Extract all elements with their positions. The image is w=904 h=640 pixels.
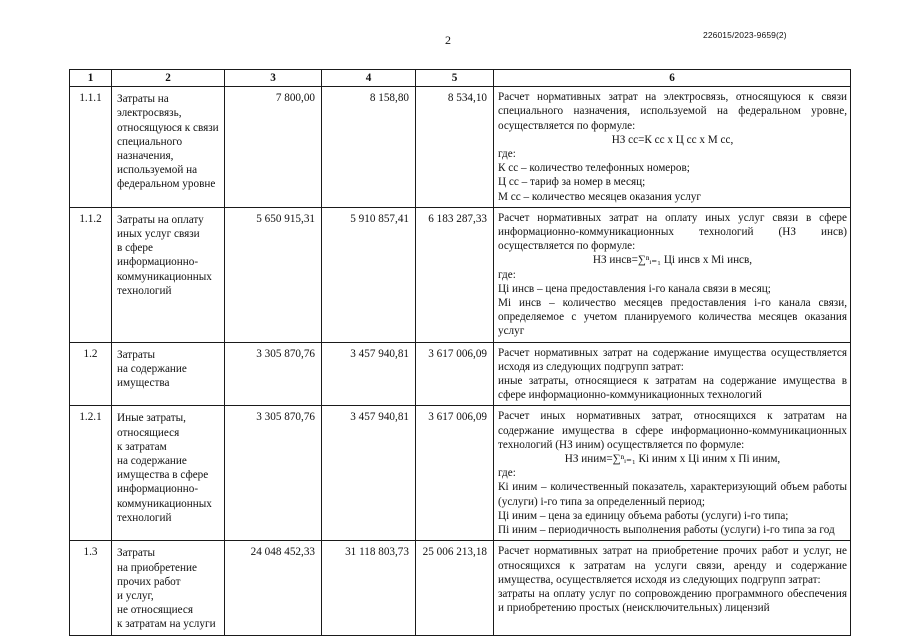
calculation-description: Расчет нормативных затрат на приобретение прочих работ и услуг, не относящихся к затратам на услуги связи, аренду и содержание имущества, осуществляется исходя из следующих подгрупп затрат: затраты на оплату услуг по сопровождению программного обеспечения и приобретению простых (неисключительных) лицензий [494, 541, 851, 635]
table-header-row [70, 70, 851, 87]
row-name: Затраты на электросвязь, относящуюся к связи специального назначения, используемой на федеральном уровне [112, 87, 225, 208]
table-row [70, 406, 851, 541]
formula: НЗ инсв=∑ⁿᵢ₌₁ Цi инсв х Мi инсв, [592, 254, 753, 267]
row-code: 1.2.1 [70, 406, 112, 541]
value-year-1: 3 305 870,76 [225, 342, 322, 406]
table-row [70, 87, 851, 208]
description-intro: Расчет нормативных затрат на содержание имущества осуществляется исходя из следующих подгрупп затрат: [498, 346, 847, 373]
calculation-description: Расчет нормативных затрат на электросвязь, относящуюся к связи специального назначения, используемой на федеральном уровне, осуществляется по формуле: НЗ сс=К сс х Ц сс х М сс, где: К сс – количество телефонных номеров; Ц сс – тариф за номер в месяц; М сс – количество месяцев оказания услуг [494, 87, 851, 208]
row-code: 1.1.1 [70, 87, 112, 208]
column-header: 4 [322, 70, 416, 87]
formula: НЗ иним=∑ⁿᵢ₌₁ Кi иним х Цi иним х Пi иним, [564, 453, 781, 466]
row-name: Затраты на приобретение прочих работ и услуг, не относящиеся к затратам на услуги [112, 541, 225, 635]
row-code: 1.1.2 [70, 207, 112, 342]
formula: НЗ сс=К сс х Ц сс х М сс, [611, 133, 734, 146]
page-number: 2 [445, 33, 451, 47]
calculation-description: Расчет нормативных затрат на содержание имущества осуществляется исходя из следующих подгрупп затрат: иные затраты, относящиеся к затратам на содержание имущества в сфере информационно-коммуникационных технологий [494, 342, 851, 406]
row-name: Затраты на содержание имущества [112, 342, 225, 406]
row-name: Иные затраты, относящиеся к затратам на содержание имущества в сфере информационно- коммуникационных технологий [112, 406, 225, 541]
table-row [70, 541, 851, 635]
description-intro: Расчет нормативных затрат на оплату иных услуг связи в сфере информационно-коммуникационных технологий (НЗ инсв) осуществляется по формуле: [498, 211, 847, 253]
table-row [70, 342, 851, 406]
value-year-1: 7 800,00 [225, 87, 322, 208]
calculation-description: Расчет иных нормативных затрат, относящихся к затратам на содержание имущества в сфере информационно-коммуникационных технологий (НЗ иним) осуществляется по формуле: НЗ иним=∑ⁿᵢ₌₁ Кi иним х Цi иним х Пi иним, где: Кi иним – количественный показатель, характеризующий объем работы (услуги) i-го типа за определенный период; Цi иним – цена за единицу объема работы (услуги) i-го типа; Пi иним – периодичность выполнения работы (услуги) i-го типа за год [494, 406, 851, 541]
column-header: 5 [416, 70, 494, 87]
value-year-2: 31 118 803,73 [322, 541, 416, 635]
row-code: 1.3 [70, 541, 112, 635]
value-year-1: 3 305 870,76 [225, 406, 322, 541]
value-year-1: 5 650 915,31 [225, 207, 322, 342]
value-year-3: 25 006 213,18 [416, 541, 494, 635]
row-code: 1.2 [70, 342, 112, 406]
value-year-3: 8 534,10 [416, 87, 494, 208]
column-header: 1 [70, 70, 112, 87]
value-year-2: 5 910 857,41 [322, 207, 416, 342]
description-intro: Расчет иных нормативных затрат, относящихся к затратам на содержание имущества в сфере информационно-коммуникационных технологий (НЗ иним) осуществляется по формуле: [498, 410, 847, 451]
column-header: 6 [494, 70, 851, 87]
value-year-3: 3 617 006,09 [416, 342, 494, 406]
column-header: 2 [112, 70, 225, 87]
value-year-3: 3 617 006,09 [416, 406, 494, 541]
description-intro: Расчет нормативных затрат на электросвязь, относящуюся к связи специального назначения, используемой на федеральном уровне, осуществляется по формуле: [498, 91, 847, 132]
value-year-3: 6 183 287,33 [416, 207, 494, 342]
cost-calculation-table [69, 69, 851, 636]
description-intro: Расчет нормативных затрат на приобретение прочих работ и услуг, не относящихся к затратам на услуги связи, аренду и содержание имущества, осуществляется исходя из следующих подгрупп затрат: [498, 545, 847, 586]
table-row [70, 207, 851, 342]
value-year-2: 8 158,80 [322, 87, 416, 208]
document-registration-number: 226015/2023-9659(2) [703, 30, 787, 40]
calculation-description: Расчет нормативных затрат на оплату иных услуг связи в сфере информационно-коммуникационных технологий (НЗ инсв) осуществляется по формуле: НЗ инсв=∑ⁿᵢ₌₁ Цi инсв х Мi инсв, где: Цi инсв – цена предоставления i-го канала связи в месяц; Мi инсв – количество месяцев предоставления i-го канала связи, определяемое с учетом планируемого количества месяцев оказания услуг [494, 207, 851, 342]
column-header: 3 [225, 70, 322, 87]
value-year-1: 24 048 452,33 [225, 541, 322, 635]
value-year-2: 3 457 940,81 [322, 342, 416, 406]
value-year-2: 3 457 940,81 [322, 406, 416, 541]
row-name: Затраты на оплату иных услуг связи в сфере информационно- коммуникационных технологий [112, 207, 225, 342]
